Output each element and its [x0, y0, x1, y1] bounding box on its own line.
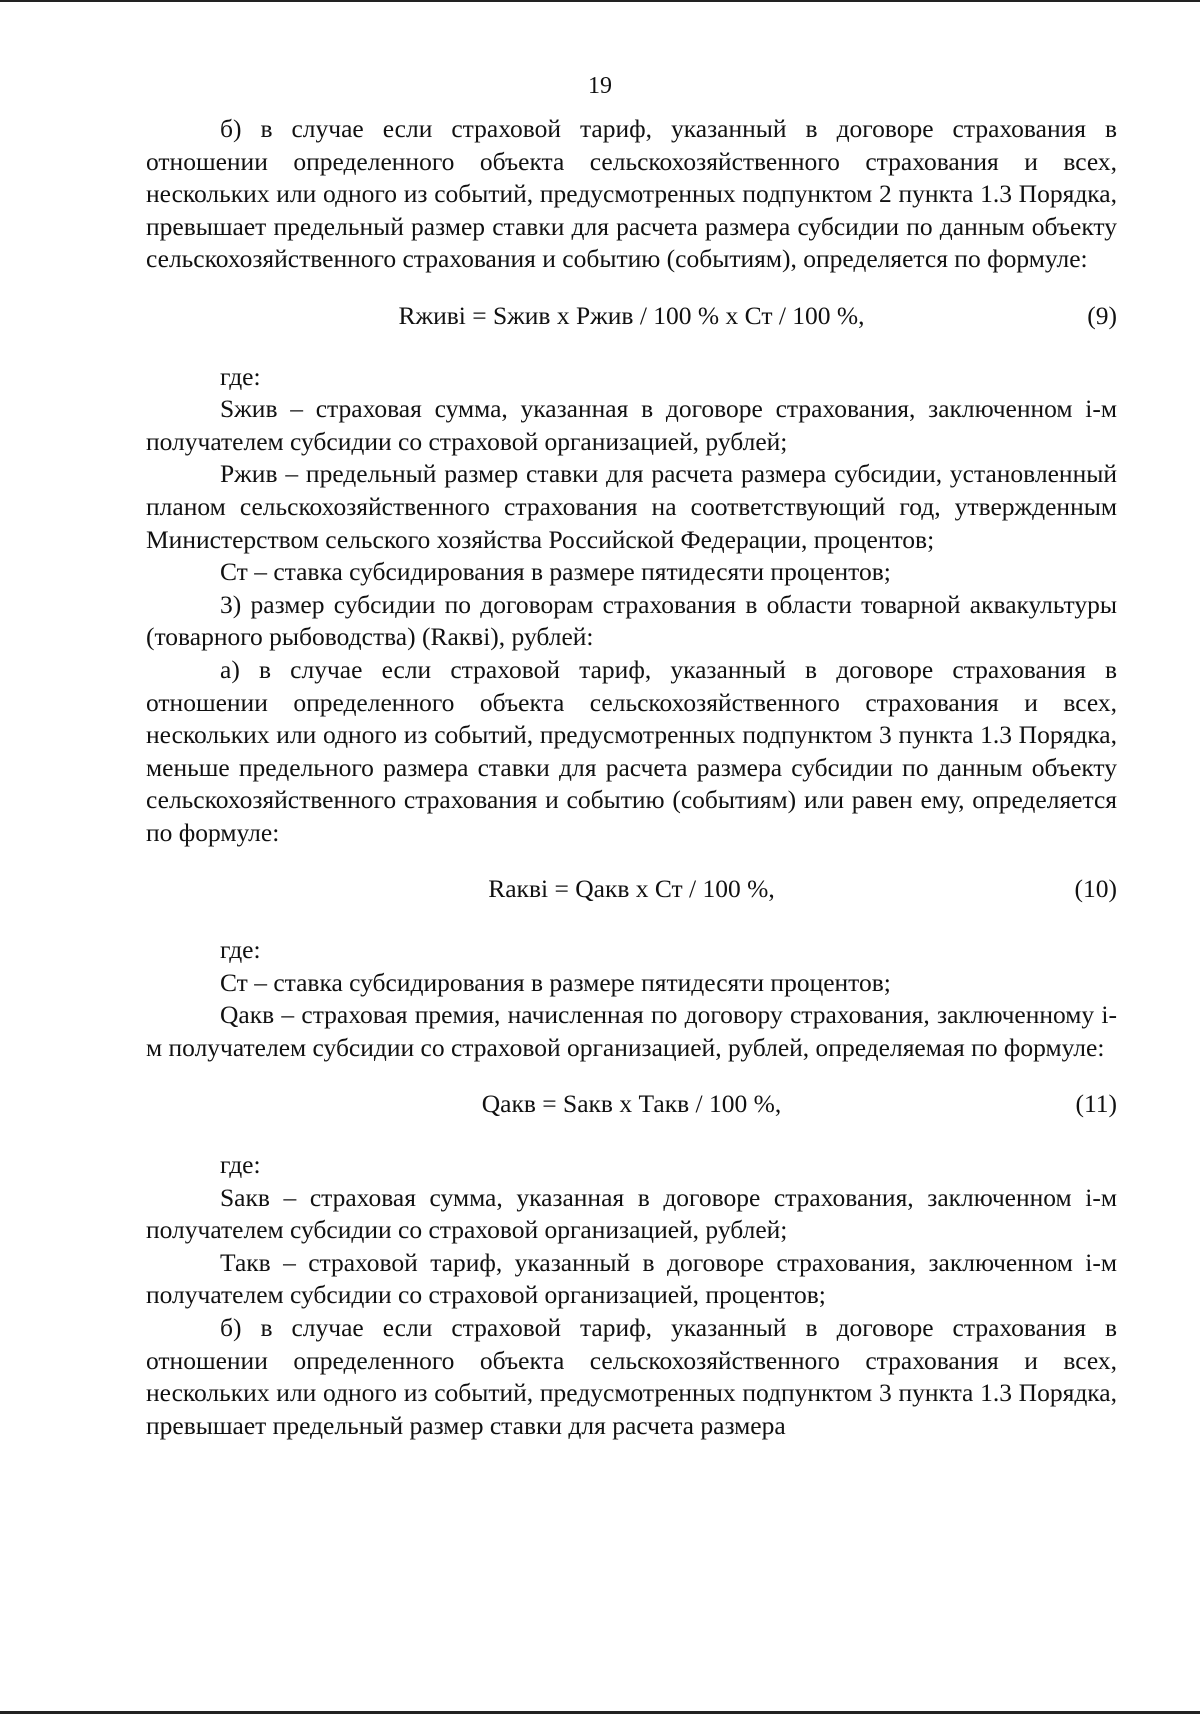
formula-10-number: (10) — [1074, 874, 1117, 904]
formula-9-expression: Rживi = Sжив x Pжив / 100 % x Ст / 100 %, — [398, 300, 865, 330]
formula-11-number: (11) — [1075, 1089, 1117, 1119]
formula-9-number: (9) — [1087, 300, 1117, 330]
definition-q-akv: Qакв – страховая премия, начисленная по договору страхования, заключенному i-м получателем субсидии со страховой организацией, рублей, определяемая по формуле: — [146, 1000, 1117, 1062]
where-label: где: — [220, 935, 261, 965]
definition-s-akv: Sакв – страховая сумма, указанная в договоре страхования, заключенном i-м получателем субсидии со страховой организацией, рублей; — [146, 1182, 1117, 1245]
formula-9 — [146, 300, 1117, 333]
formula-11 — [146, 1088, 1117, 1121]
where-label: где: — [220, 1150, 261, 1180]
document-body — [146, 113, 1117, 1442]
paragraph-a-aquaculture: а) в случае если страховой тариф, указанный в договоре страхования в отношении определенного объекта сельскохозяйственного страхования и всех, нескольких или одного из событий, предусмотренных подпунктом 3 пункта 1.3 Порядка, меньше предельного размера ставки для расчета размера субсидии по данным объекту сельскохозяйственного страхования и событию (событиям) или равен ему, определяется по формуле: — [146, 654, 1117, 847]
paragraph-b-aquaculture: б) в случае если страховой тариф, указанный в договоре страхования в отношении определенного объекта сельскохозяйственного страхования и всех, нескольких или одного из событий, предусмотренных подпунктом 3 пункта 1.3 Порядка, превышает предельный размер ставки для расчета размера — [146, 1313, 1117, 1440]
definition-st: Ст – ставка субсидирования в размере пятидесяти процентов; — [220, 557, 891, 587]
formula-10-expression: Rаквi = Qакв x Ст / 100 %, — [488, 874, 775, 904]
formula-10 — [146, 873, 1117, 906]
definition-s-zhiv: Sжив – страховая сумма, указанная в договоре страхования, заключенном i-м получателем субсидии со страховой организацией, рублей; — [146, 394, 1117, 456]
scan-edge-top — [0, 0, 1200, 2]
where-label: где: — [220, 361, 261, 391]
paragraph-3-aquaculture: 3) размер субсидии по договорам страхования в области товарной аквакультуры (товарного рыбоводства) (Rаквi), рублей: — [146, 589, 1117, 652]
definition-t-akv: Такв – страховой тариф, указанный в договоре страхования, заключенном i-м получателем субсидии со страховой организацией, процентов; — [146, 1247, 1117, 1310]
definition-st: Ст – ставка субсидирования в размере пятидесяти процентов; — [220, 967, 891, 997]
formula-11-expression: Qакв = Sакв x Такв / 100 %, — [481, 1089, 782, 1119]
paragraph-b-livestock: б) в случае если страховой тариф, указанный в договоре страхования в отношении определенного объекта сельскохозяйственного страхования и всех, нескольких или одного из событий, предусмотренных подпунктом 2 пункта 1.3 Порядка, превышает предельный размер ставки для расчета размера субсидии по данным объекту сельскохозяйственного страхования и событию (событиям), определяется по формуле: — [146, 114, 1117, 274]
page-number: 19 — [588, 73, 612, 99]
scan-edge-bottom — [0, 1711, 1200, 1714]
definition-p-zhiv: Pжив – предельный размер ставки для расчета размера субсидии, установленный планом сельскохозяйственного страхования на соответствующий год, утвержденным Министерством сельского хозяйства Российской Федерации, процентов; — [146, 459, 1117, 554]
